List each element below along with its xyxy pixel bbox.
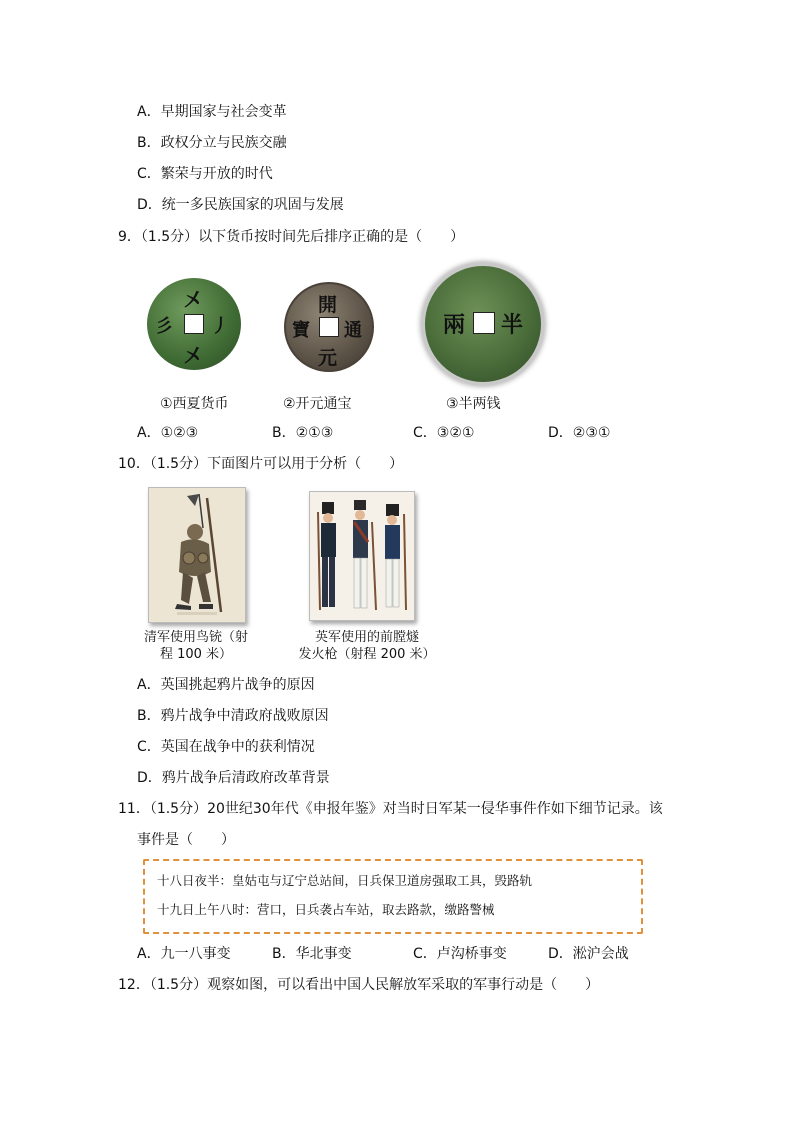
q8-option-b: B．政权分立与民族交融	[137, 135, 287, 151]
q11-option-c: C．卢沟桥事变	[413, 946, 507, 962]
coin-char-ban: 半	[501, 312, 524, 338]
coin-caption-xixia: ①西夏货币	[160, 396, 229, 412]
british-caption	[296, 629, 438, 663]
q9-option-a: A．①②③	[137, 425, 199, 441]
q11-record-box	[143, 859, 643, 934]
q11-record-line1: 十八日夜半：皇姑屯与辽宁总站间，日兵保卫道房强取工具，毁路轨	[157, 873, 533, 888]
q11-stem-line1: 11．（1.5分）20世纪30年代《申报年鉴》对当时日军某一侵华事件作如下细节记录。该	[118, 801, 663, 817]
british-caption-line2: 发火枪（射程 200 米）	[298, 647, 436, 662]
coin-caption-banliang: ③半两钱	[446, 396, 501, 412]
coin-char-right: 通	[344, 320, 362, 341]
q8-option-d: D．统一多民族国家的巩固与发展	[137, 197, 344, 213]
xixia-coin-image: 㐅 㐅 彡 丿	[147, 278, 241, 370]
qing-soldier-image	[148, 487, 246, 623]
coin-caption-kaiyuan: ②开元通宝	[283, 396, 352, 412]
coin-char-left: 寶	[292, 320, 310, 341]
q11-option-d: D．淞沪会战	[548, 946, 629, 962]
q9-stem: 9．（1.5分）以下货币按时间先后排序正确的是（ ）	[118, 229, 465, 245]
qing-caption-line1: 清军使用鸟铳（射	[143, 630, 248, 645]
q11-stem-line2: 事件是（ ）	[137, 832, 235, 848]
banliang-coin-image	[421, 262, 545, 386]
q8-option-c: C．繁荣与开放的时代	[137, 166, 273, 182]
q9-option-c: C．③②①	[413, 425, 475, 441]
q12-stem: 12．（1.5分）观察如图，可以看出中国人民解放军采取的军事行动是（ ）	[118, 977, 600, 993]
british-soldiers-image	[309, 491, 415, 621]
q9-option-d: D．②③①	[548, 425, 611, 441]
q9-option-b: B．②①③	[272, 425, 334, 441]
q11-option-a: A．九一八事变	[137, 946, 231, 962]
q8-option-a: A．早期国家与社会变革	[137, 104, 287, 120]
q11-record-line2: 十九日上午八时：营口，日兵袭占车站，取去路款，缴路警械	[157, 902, 495, 917]
coin-char-liang: 兩	[443, 312, 466, 338]
coin-char-bottom: 元	[318, 347, 338, 369]
q10-option-d: D．鸦片战争后清政府改革背景	[137, 770, 330, 786]
q10-option-c: C．英国在战争中的获利情况	[137, 739, 315, 755]
british-caption-line1: 英军使用的前膛燧	[314, 630, 419, 645]
q10-option-b: B．鸦片战争中清政府战败原因	[137, 708, 329, 724]
q10-stem: 10．（1.5分）下面图片可以用于分析（ ）	[118, 456, 404, 472]
coin-char-top: 開	[318, 294, 338, 316]
q10-option-a: A．英国挑起鸦片战争的原因	[137, 677, 315, 693]
q11-option-b: B．华北事变	[272, 946, 352, 962]
kaiyuan-coin-image	[284, 282, 374, 372]
qing-caption	[133, 629, 259, 663]
qing-caption-line2: 程 100 米）	[159, 647, 233, 662]
